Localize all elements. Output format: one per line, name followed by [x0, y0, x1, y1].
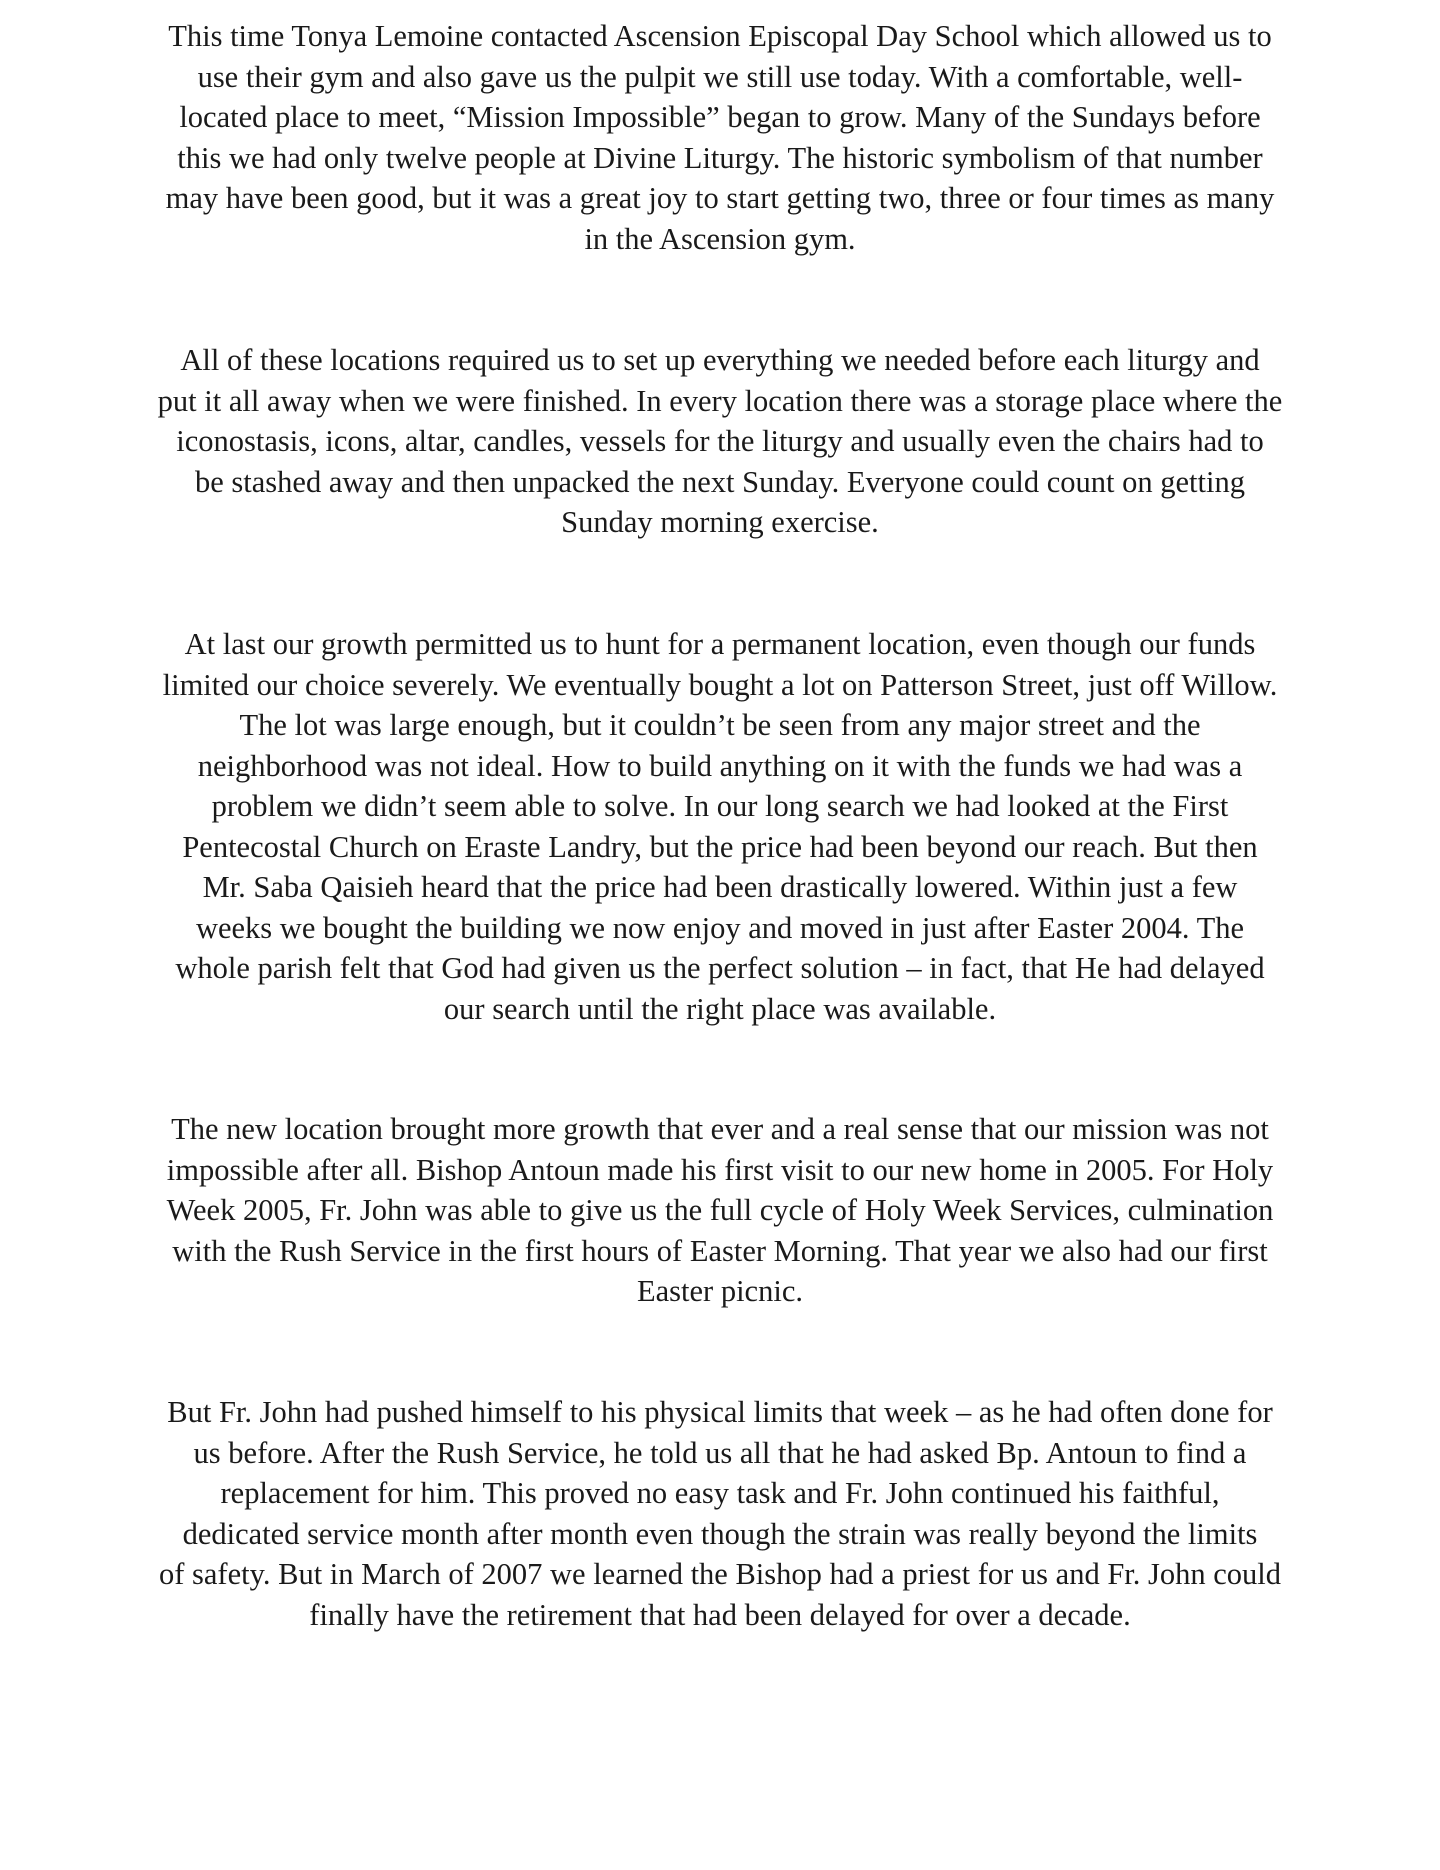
text-line: with the Rush Service in the first hours of Easter Morning. That year we also had our first	[172, 1233, 1268, 1268]
paragraph-new-location	[128, 1109, 1312, 1312]
text-line: problem we didn’t seem able to solve. In our long search we had looked at the First	[211, 789, 1229, 823]
text-line: Easter picnic.	[637, 1274, 803, 1308]
text-line: neighborhood was not ideal. How to build anything on it with the funds we had was a	[197, 748, 1243, 783]
text-line: whole parish felt that God had given us the perfect solution – in fact, that He had delayed	[175, 951, 1265, 985]
text-line: Mr. Saba Qaisieh heard that the price had been drastically lowered. Within just a few	[202, 870, 1238, 904]
text-line: Sunday morning exercise.	[561, 505, 879, 539]
paragraph-retirement	[128, 1392, 1312, 1635]
paragraph-permanent-location	[128, 624, 1312, 1029]
text-line: Week 2005, Fr. John was able to give us the full cycle of Holy Week Services, culmination	[166, 1193, 1274, 1227]
text-line: Pentecostal Church on Eraste Landry, but the price had been beyond our reach. But then	[182, 829, 1258, 864]
text-line: weeks we bought the building we now enjoy and moved in just after Easter 2004. The	[195, 910, 1245, 945]
text-line: located place to meet, “Mission Impossible” began to grow. Many of the Sundays before	[179, 100, 1261, 134]
text-line: our search until the right place was available.	[443, 991, 997, 1026]
text-line: put it all away when we were finished. In every location there was a storage place where the	[157, 383, 1283, 418]
text-line: iconostasis, icons, altar, candles, vessels for the liturgy and usually even the chairs had to	[176, 424, 1264, 458]
text-line: limited our choice severely. We eventually bought a lot on Patterson Street, just off Willow.	[162, 667, 1278, 702]
text-line: This time Tonya Lemoine contacted Ascension Episcopal Day School which allowed us to	[168, 19, 1272, 53]
text-line: use their gym and also gave us the pulpit we still use today. With a comfortable, well-	[197, 59, 1243, 94]
text-line: in the Ascension gym.	[584, 221, 856, 256]
text-line: dedicated service month after month even though the strain was really beyond the limits	[182, 1516, 1258, 1551]
text-line: impossible after all. Bishop Antoun made his first visit to our new home in 2005. For Holy	[166, 1152, 1274, 1187]
text-line: of safety. But in March of 2007 we learned the Bishop had a priest for us and Fr. John could	[158, 1557, 1282, 1591]
text-line: replacement for him. This proved no easy task and Fr. John continued his faithful,	[220, 1476, 1220, 1510]
text-line: us before. After the Rush Service, he told us all that he had asked Bp. Antoun to find a	[193, 1435, 1247, 1470]
text-line: At last our growth permitted us to hunt for a permanent location, even though our funds	[184, 627, 1256, 661]
text-line: finally have the retirement that had been delayed for over a decade.	[309, 1597, 1131, 1632]
text-line: be stashed away and then unpacked the next Sunday. Everyone could count on getting	[195, 464, 1245, 499]
text-line: All of these locations required us to set up everything we needed before each liturgy and	[180, 343, 1260, 377]
text-line: The lot was large enough, but it couldn’t be seen from any major street and the	[239, 708, 1201, 742]
paragraph-ascension-gym	[128, 16, 1312, 259]
text-line: The new location brought more growth that ever and a real sense that our mission was not	[171, 1112, 1269, 1146]
paragraph-setup-locations	[128, 340, 1312, 543]
text-line: this we had only twelve people at Divine Liturgy. The historic symbolism of that number	[177, 140, 1263, 175]
text-line: may have been good, but it was a great joy to start getting two, three or four times as many	[165, 181, 1275, 215]
text-line: But Fr. John had pushed himself to his physical limits that week – as he had often done for	[167, 1395, 1273, 1429]
